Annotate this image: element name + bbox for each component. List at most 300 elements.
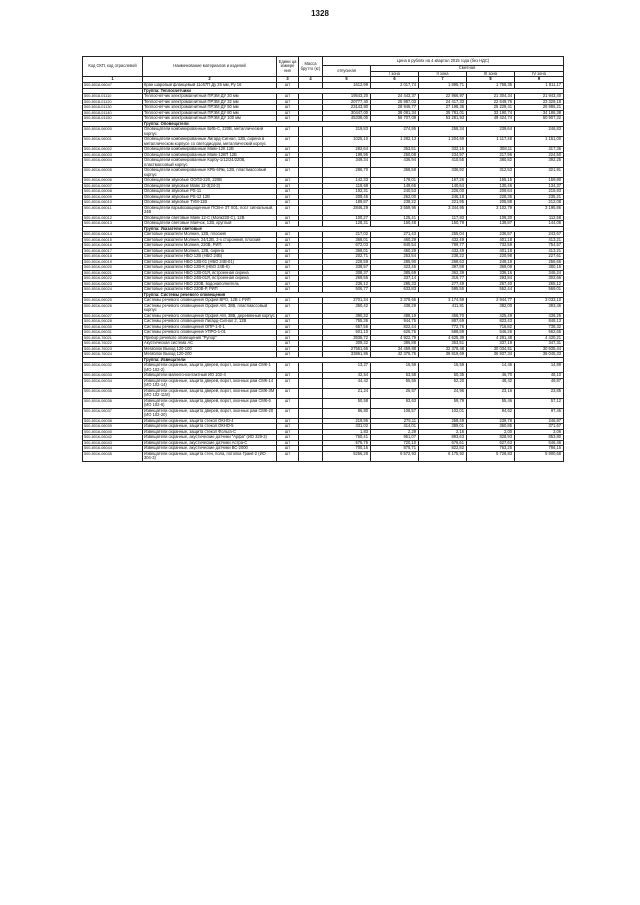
- price-release: 1612,99: [323, 83, 371, 89]
- price-zone3: 33 190,74: [467, 110, 515, 116]
- item-name: Мегаблок Выход 120-100: [143, 346, 277, 352]
- price-zone4: 853,80: [515, 435, 564, 441]
- item-unit: шт: [277, 221, 299, 227]
- item-unit: шт: [277, 330, 299, 336]
- header-name: Наименование материалов и изделий: [143, 57, 277, 77]
- column-index: 8: [467, 77, 515, 83]
- price-zone1: 108,57: [371, 408, 419, 418]
- item-code: 500-8016-06035: [83, 388, 143, 398]
- item-unit: шт: [277, 319, 299, 325]
- price-zone4: 212,08: [515, 200, 564, 206]
- item-mass: [299, 205, 323, 215]
- price-zone3: 763,25: [467, 446, 515, 452]
- price-zone1: 438,29: [371, 303, 419, 313]
- item-code: 500-8016-06000: [83, 127, 143, 137]
- item-code: 500-8016-06042: [83, 435, 143, 441]
- item-name: Оповещатели комбинированные Маяк-12КП 12В: [143, 152, 277, 158]
- price-release: 119,68: [323, 183, 371, 189]
- item-name: Теплосчетчик электромагнитный ПРЭМ ДУ 100 мм: [143, 116, 277, 122]
- item-name: Световые указатели Молния, 220В, РИП: [143, 243, 277, 249]
- price-zone4: 317,36: [515, 147, 564, 153]
- price-zone2: 32 378,48: [419, 346, 467, 352]
- price-zone1: 460,29: [371, 248, 419, 254]
- price-zone1: 488,19: [371, 313, 419, 319]
- item-unit: шт: [277, 446, 299, 452]
- price-zone3: 36 937,34: [467, 352, 515, 358]
- table-row: [83, 158, 564, 168]
- price-zone2: 258,49: [419, 418, 467, 424]
- item-code: 500-8016-06002: [83, 147, 143, 153]
- price-zone2: 277,49: [419, 281, 467, 287]
- item-name: Оповещатели комбинированные КРБ-6Ям, 12В, пластмассовый корпус: [143, 168, 277, 178]
- item-code: 500-8016-06025: [83, 298, 143, 304]
- item-code: 500-8016-06030: [83, 324, 143, 330]
- item-name: Системы речевого оповещения Лигард-Сигнал 2, 12В: [143, 319, 277, 325]
- price-zone3: 5 728,83: [467, 451, 515, 461]
- price-release: 45338,00: [323, 116, 371, 122]
- price-zone1: 2,29: [371, 429, 419, 435]
- price-release: 350,42: [323, 303, 371, 313]
- table-row: [83, 137, 564, 147]
- price-zone1: 149,65: [371, 183, 419, 189]
- item-mass: [299, 303, 323, 313]
- price-release: 575,75: [323, 440, 371, 446]
- price-zone2: 35 781,01: [419, 110, 467, 116]
- item-name: Световые указатели Молния, 12В, плоский: [143, 232, 277, 238]
- price-zone3: 732,59: [467, 243, 515, 249]
- price-zone2: 789,77: [419, 243, 467, 249]
- price-release: 21,24: [323, 388, 371, 398]
- item-unit: шт: [277, 440, 299, 446]
- price-zone1: 63,63: [371, 398, 419, 408]
- item-code: 500-8016-06031: [83, 330, 143, 336]
- item-unit: шт: [277, 254, 299, 260]
- price-zone3: 828,93: [467, 435, 515, 441]
- price-zone3: 236,57: [467, 232, 515, 238]
- price-zone1: 423,46: [371, 265, 419, 271]
- price-zone1: 178,01: [371, 178, 419, 184]
- item-code: 500-8016-06039: [83, 424, 143, 430]
- item-code: 500-8016-06034: [83, 378, 143, 388]
- price-zone4: 3 195,86: [515, 205, 564, 215]
- item-name: Извещатели охранные, акустические датчики Астра-С: [143, 440, 277, 446]
- item-code: 500-8016-76022: [83, 341, 143, 347]
- table-row: [83, 205, 564, 215]
- price-zone3: 3 102,79: [467, 205, 515, 215]
- price-zone4: 246,83: [515, 127, 564, 137]
- item-name: Теплосчетчик электромагнитный ПРЭМ ДУ 32 мм: [143, 99, 277, 105]
- item-unit: шт: [277, 243, 299, 249]
- price-zone3: 46,70: [467, 373, 515, 379]
- price-zone1: 840,54: [371, 243, 419, 249]
- item-unit: шт: [277, 418, 299, 424]
- item-name: Извещатели охранные, акустические датчики ВС-2000: [143, 446, 277, 452]
- item-unit: шт: [277, 408, 299, 418]
- price-zone2: 4 625,39: [419, 335, 467, 341]
- price-zone3: 155,15: [467, 178, 515, 184]
- item-code: 500-8016-06038: [83, 418, 143, 424]
- price-zone1: 275,11: [371, 418, 419, 424]
- price-zone2: 588,89: [419, 330, 467, 336]
- item-unit: шт: [277, 429, 299, 435]
- price-zone3: 1 758,35: [467, 83, 515, 89]
- price-zone2: 893,63: [419, 435, 467, 441]
- price-zone4: 112,58: [515, 215, 564, 221]
- price-zone3: 425,49: [467, 313, 515, 319]
- header-zone2: II зона: [419, 71, 467, 77]
- price-zone1: 4 922,79: [371, 335, 419, 341]
- price-zone3: 382,00: [467, 303, 515, 313]
- item-mass: [299, 363, 323, 373]
- price-zone2: 102,01: [419, 408, 467, 418]
- item-unit: шт: [277, 341, 299, 347]
- item-name: Извещатели охранные, защита дверей, ворот, оконных рам СМК-14 (ИО 102-14): [143, 378, 277, 388]
- price-zone4: 57,12: [515, 398, 564, 408]
- price-zone4: 235,21: [515, 194, 564, 200]
- price-zone1: 38 081,34: [371, 110, 419, 116]
- item-code: 500-8016-06009: [83, 194, 143, 200]
- price-zone3: 130,46: [467, 183, 515, 189]
- item-code: 500-8016-06044: [83, 446, 143, 452]
- price-release: 309,32: [323, 341, 371, 347]
- item-name: Системы речевого оповещения Орфей ВРО, 12В с РИП: [143, 298, 277, 304]
- price-release: 86,80: [323, 408, 371, 418]
- item-name: Системы речевого оповещения Орфей АМ, 38В, деревянный корпус: [144, 313, 275, 318]
- header-zone1: I зона: [371, 71, 419, 77]
- item-unit: шт: [277, 324, 299, 330]
- price-zone2: 676,61: [419, 440, 467, 446]
- price-zone4: 97,46: [515, 408, 564, 418]
- price-zone4: 23,85: [515, 388, 564, 398]
- price-zone2: 822,82: [419, 446, 467, 452]
- price-release: 331,02: [323, 424, 371, 430]
- price-release: 13,27: [323, 363, 371, 373]
- item-unit: шт: [277, 137, 299, 147]
- price-zone2: 22 966,97: [419, 94, 467, 100]
- item-code: 500-8016-06004: [83, 158, 143, 168]
- price-zone3: 49 424,74: [467, 116, 515, 122]
- item-name: Системы речевого оповещения Орфей АМ, 38В, пластмассовый корпус: [143, 303, 277, 313]
- price-zone1: 125,41: [371, 215, 419, 221]
- price-release: 23143,80: [323, 105, 371, 111]
- item-mass: [299, 451, 323, 461]
- price-zone4: 14,89: [515, 363, 564, 373]
- price-zone4: 34 186,38: [515, 110, 564, 116]
- table-row: [83, 127, 564, 137]
- price-zone1: 3 559,96: [371, 205, 419, 215]
- item-name: Световые указатели НБО 12В-К (НБО 24В-К): [143, 265, 277, 271]
- price-zone4: 413,21: [515, 248, 564, 254]
- item-code: 500-8016-06012: [83, 215, 143, 221]
- price-zone1: 875,71: [371, 446, 419, 452]
- item-mass: [299, 378, 323, 388]
- price-zone2: 117,83: [419, 215, 467, 221]
- price-zone3: 1 117,48: [467, 137, 515, 147]
- price-zone2: 258,34: [419, 127, 467, 137]
- price-zone1: 1 282,13: [371, 137, 419, 147]
- item-name: Оповещатели взрывозащищенные ПСВ-е 3Т Х01, пост сигнальный, 24В: [143, 205, 277, 215]
- price-zone2: 39 819,69: [419, 352, 467, 358]
- price-zone1: 285,90: [371, 259, 419, 265]
- price-release: 44,42: [323, 378, 371, 388]
- price-zone1: 271,43: [371, 232, 419, 238]
- item-name: Оповещатели звуковые РS-11: [143, 189, 277, 195]
- item-code: 500-8016-06007: [83, 183, 143, 189]
- price-release: 50,58: [323, 398, 371, 408]
- item-code: 500-8018-01140: [83, 110, 143, 116]
- item-mass: [299, 168, 323, 178]
- price-zone4: 256,66: [515, 259, 564, 265]
- item-unit: шт: [277, 237, 299, 243]
- item-name: Оповещатели звуковые Маяк 12-3(24-3): [143, 183, 277, 189]
- price-zone2: 397,88: [419, 265, 467, 271]
- item-unit: шт: [277, 127, 299, 137]
- price-release: 219,96: [323, 418, 371, 424]
- price-zone3: 30 034,51: [467, 346, 515, 352]
- price-zone3: 48,42: [467, 378, 515, 388]
- item-name: Прибор речевого оповещения "Рупор": [143, 335, 277, 341]
- price-release: 27551,66: [323, 346, 371, 352]
- price-zone2: 167,26: [419, 178, 467, 184]
- price-release: 269,55: [323, 276, 371, 282]
- price-zone1: 26,57: [371, 388, 419, 398]
- item-unit: шт: [277, 346, 299, 352]
- item-mass: [299, 158, 323, 168]
- price-release: 2701,34: [323, 298, 371, 304]
- price-release: 1,83: [323, 429, 371, 435]
- column-index: 4: [299, 77, 323, 83]
- item-name: Световые указатели НБО 220В, водонаполнитель: [143, 281, 277, 287]
- price-release: 128,31: [323, 221, 371, 227]
- column-index: 7: [419, 77, 467, 83]
- price-release: 349,34: [323, 158, 371, 168]
- header-release: отпускная: [323, 66, 371, 77]
- price-zone2: 226,00: [419, 189, 467, 195]
- group-title: Группа: Извещатели: [143, 357, 564, 363]
- price-zone1: 238,22: [371, 200, 419, 206]
- price-zone4: 227,61: [515, 254, 564, 260]
- item-name: Извещатели магнито-контактный ИО 102-4: [143, 373, 277, 379]
- item-name: Световые указатели НБО 12В (НБО 24В): [143, 254, 277, 260]
- price-release: 217,02: [323, 232, 371, 238]
- price-zone2: 3 174,59: [419, 298, 467, 304]
- item-name: Оповещатели комбинированные Лигард-Сигнал, 12В, сирена в металлическом корпусе со светодиодом, металлический корпус: [143, 137, 277, 147]
- price-zone4: 371,67: [515, 424, 564, 430]
- item-name: Извещатели охранные, защита дверей, ворот, оконных рам СМК-1 (ИО 102-2): [143, 363, 277, 373]
- price-zone2: 50,35: [419, 373, 467, 379]
- item-name: Извещатели охранные, защита дверей, ворот, оконных рам СМК-20 (ИО 102-20): [143, 408, 277, 418]
- price-zone3: 257,40: [467, 281, 515, 287]
- item-unit: шт: [277, 388, 299, 398]
- item-name: Мегаблок Выход 120-200: [143, 352, 277, 358]
- table-header: [83, 57, 564, 83]
- price-zone4: 569,01: [515, 287, 564, 293]
- price-zone4: 347,31: [515, 341, 564, 347]
- item-code: 500-8018-01110: [83, 94, 143, 100]
- price-zone1: 944,75: [371, 319, 419, 325]
- price-zone3: 337,19: [467, 341, 515, 347]
- item-code: 500-8016-06022: [83, 276, 143, 282]
- group-title: Группа: Оповещатели: [143, 121, 564, 127]
- group-title: Группа: Системы речевого оповещения: [143, 292, 564, 298]
- price-zone4: 246,97: [515, 418, 564, 424]
- item-name: Оповещатели звуковые ООПЗ-220, 220В: [143, 178, 277, 184]
- price-zone3: 401,18: [467, 237, 515, 243]
- column-index: 3: [277, 77, 299, 83]
- item-code: 500-8016-06033: [83, 373, 143, 379]
- price-release: 30447,00: [323, 110, 371, 116]
- item-code: 500-8018-06047: [83, 83, 143, 89]
- price-zone4: 134,37: [515, 183, 564, 189]
- price-zone1: 633,83: [371, 287, 419, 293]
- price-zone1: 42 376,76: [371, 352, 419, 358]
- item-code: 500-8016-06003: [83, 152, 143, 158]
- price-zone3: 139,87: [467, 221, 515, 227]
- item-unit: шт: [277, 298, 299, 304]
- item-name: Оповещатели световые Маячок, 12В, круглый: [143, 221, 277, 227]
- price-zone1: 3 378,66: [371, 298, 419, 304]
- header-mass: Масса брутто (кг): [299, 57, 323, 77]
- item-unit: шт: [277, 287, 299, 293]
- item-name: Оповещатели комбинированные БИБ-С, 220В, металлический корпус: [143, 127, 277, 137]
- item-unit: шт: [277, 424, 299, 430]
- price-zone3: 109,30: [467, 215, 515, 221]
- price-zone1: 6 572,93: [371, 451, 419, 461]
- price-zone1: 951,07: [371, 435, 419, 441]
- item-code: 500-8016-06020: [83, 265, 143, 271]
- item-code: 500-8016-06017: [83, 248, 143, 254]
- price-zone4: 159,80: [515, 178, 564, 184]
- group-title: Группа: Указатели световые: [143, 226, 564, 232]
- price-zone4: 23 329,18: [515, 99, 564, 105]
- price-zone2: 24 417,33: [419, 99, 467, 105]
- item-name: Световые указатели Молния, 12В, сирена: [143, 248, 277, 254]
- price-release: 506,77: [323, 287, 371, 293]
- table-row: [83, 303, 564, 313]
- price-zone3: 716,82: [467, 324, 515, 330]
- item-unit: шт: [277, 152, 299, 158]
- price-zone2: 389,01: [419, 424, 467, 430]
- price-zone2: 332,16: [419, 147, 467, 153]
- price-zone1: 25 987,03: [371, 99, 419, 105]
- item-code: 500-8016-06027: [83, 313, 143, 319]
- item-code: 500-8016-06011: [83, 205, 143, 215]
- price-release: 19543,20: [323, 94, 371, 100]
- price-zone3: 217,96: [467, 152, 515, 158]
- header-zone3: III зона: [467, 71, 515, 77]
- item-name: Извещатели охранные, защита стекол ОКНО-5: [143, 424, 277, 430]
- item-unit: шт: [277, 189, 299, 195]
- price-zone3: 546,26: [467, 330, 515, 336]
- price-zone3: 23,16: [467, 388, 515, 398]
- item-unit: шт: [277, 259, 299, 265]
- price-zone2: 3 344,95: [419, 205, 467, 215]
- price-zone3: 209,64: [467, 189, 515, 195]
- item-code: 500-8016-06014: [83, 232, 143, 238]
- item-unit: шт: [277, 178, 299, 184]
- price-zone4: 1 811,17: [515, 83, 564, 89]
- item-code: 500-8018-01150: [83, 116, 143, 122]
- price-zone2: 410,55: [419, 158, 467, 168]
- item-name: Извещатели охранные, защита стекол ОКНО-4: [143, 418, 277, 424]
- price-zone4: 38 045,33: [515, 352, 564, 358]
- price-zone3: 401,18: [467, 248, 515, 254]
- price-zone1: 253,54: [371, 254, 419, 260]
- price-release: 286,70: [323, 168, 371, 178]
- price-zone1: 34 459,88: [371, 346, 419, 352]
- price-release: 228,59: [323, 259, 371, 265]
- price-zone4: 224,50: [515, 152, 564, 158]
- price-release: 189,87: [323, 200, 371, 206]
- price-zone3: 94,62: [467, 408, 515, 418]
- price-zone1: 274,95: [371, 127, 419, 137]
- item-code: 500-8016-06019: [83, 259, 143, 265]
- price-zone1: 53,58: [371, 373, 419, 379]
- price-release: 209,46: [323, 194, 371, 200]
- price-zone1: 626,75: [371, 330, 419, 336]
- price-zone3: 552,44: [467, 287, 515, 293]
- price-zone4: 786,15: [515, 446, 564, 452]
- item-code: 500-8018-01120: [83, 99, 143, 105]
- price-zone1: 436,94: [371, 158, 419, 168]
- price-release: 368,01: [323, 237, 371, 243]
- price-zone3: 627,63: [467, 440, 515, 446]
- price-zone3: 312,53: [467, 168, 515, 178]
- price-zone2: 887,69: [419, 319, 467, 325]
- item-code: 500-8018-01130: [83, 105, 143, 111]
- price-zone4: 392,25: [515, 158, 564, 168]
- price-zone1: 28 946,77: [371, 105, 419, 111]
- item-name: Световые указатели НБО 220В-Р, РИП: [143, 287, 277, 293]
- table-row: [83, 398, 564, 408]
- price-release: 42,54: [323, 373, 371, 379]
- price-release: 308,37: [323, 270, 371, 276]
- price-zone2: 595,55: [419, 287, 467, 293]
- column-index: 6: [371, 77, 419, 83]
- price-zone4: 2,06: [515, 429, 564, 435]
- price-zone2: 411,81: [419, 303, 467, 313]
- item-unit: шт: [277, 313, 299, 319]
- table-row: [83, 451, 564, 461]
- price-release: 760,41: [323, 435, 371, 441]
- price-zone1: 250,08: [371, 152, 419, 158]
- item-unit: шт: [277, 105, 299, 111]
- item-unit: шт: [277, 232, 299, 238]
- price-zone3: 205,88: [467, 200, 515, 206]
- price-zone4: 48,10: [515, 373, 564, 379]
- price-zone4: 848,13: [515, 319, 564, 325]
- price-zone1: 2 017,74: [371, 83, 419, 89]
- price-zone3: 239,78: [467, 418, 515, 424]
- price-release: 202,71: [323, 254, 371, 260]
- price-zone4: 321,91: [515, 168, 564, 178]
- item-name: Извещатели охранные, защита дверей, ворот, оконных рам СМК-3М (ИО 102-11М): [143, 388, 277, 398]
- item-name: Световые указатели Молния, 24/12В, 2-х сторонний, плоский: [143, 237, 277, 243]
- price-zone4: 50 907,32: [515, 116, 564, 122]
- price-zone4: 30 935,44: [515, 346, 564, 352]
- price-release: 100,27: [323, 215, 371, 221]
- item-unit: шт: [277, 83, 299, 89]
- price-zone3: 293,84: [467, 276, 515, 282]
- price-zone4: 380,15: [515, 265, 564, 271]
- price-release: 142,33: [323, 178, 371, 184]
- price-zone1: 160,48: [371, 221, 419, 227]
- item-mass: [299, 408, 323, 418]
- table-row: [83, 378, 564, 388]
- item-name: Кран шаровый фланцевый 11с67П Ду 25 мм, Ру 16: [143, 83, 277, 89]
- price-zone2: 234,97: [419, 152, 467, 158]
- item-unit: шт: [277, 215, 299, 221]
